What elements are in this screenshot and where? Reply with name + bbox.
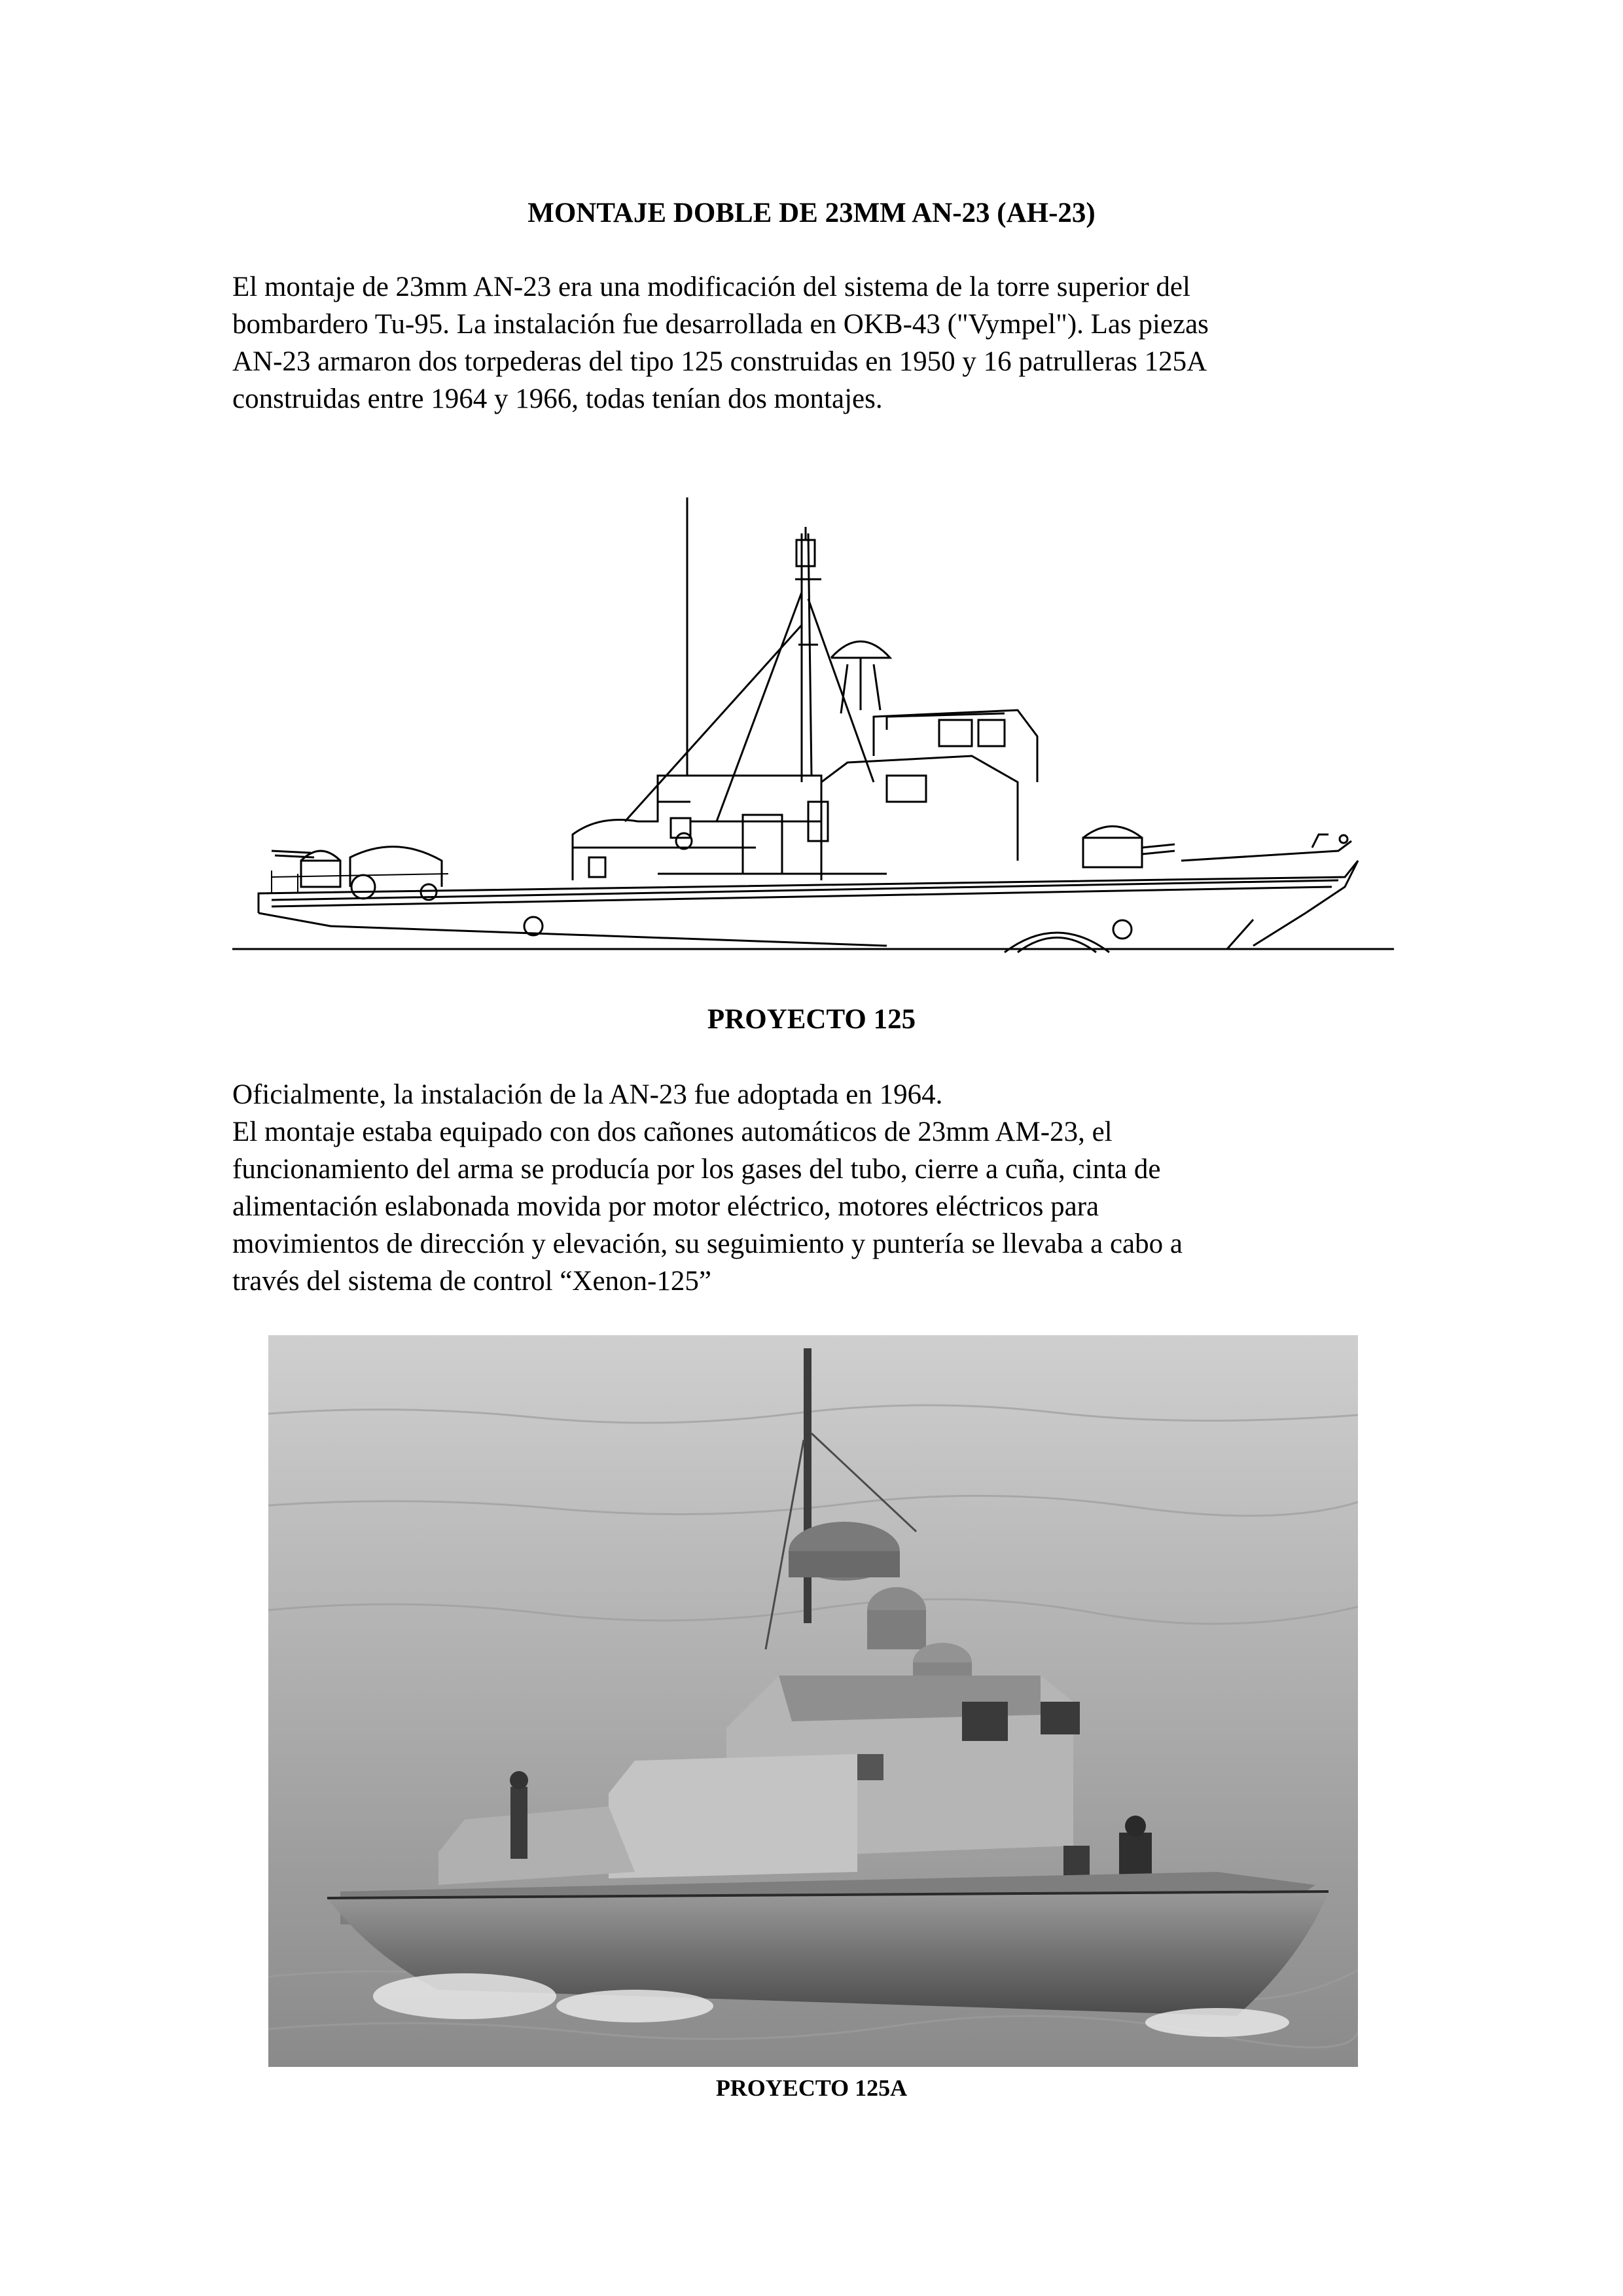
body-line: alimentación eslabonada movida por motor eléctrico, motores eléctricos para xyxy=(232,1191,1099,1222)
body-line: movimientos de dirección y elevación, su seguimiento y puntería se llevaba a cabo a xyxy=(232,1229,1183,1259)
ship-photograph xyxy=(268,1335,1358,2067)
intro-paragraph xyxy=(232,268,1397,418)
intro-line: bombardero Tu-95. La instalación fue desarrollada en OKB-43 ("Vympel"). Las piezas xyxy=(232,309,1209,340)
intro-line: El montaje de 23mm AN-23 era una modificación del sistema de la torre superior del xyxy=(232,272,1190,302)
intro-line: construidas entre 1964 y 1966, todas tenían dos montajes. xyxy=(232,384,883,414)
main-heading: MONTAJE DOBLE DE 23MM AN-23 (AH-23) xyxy=(527,198,1096,228)
body-line: Oficialmente, la instalación de la AN-23 fue adoptada en 1964. xyxy=(232,1079,943,1110)
project-125-heading: PROYECTO 125 xyxy=(707,1004,916,1035)
body-line: través del sistema de control “Xenon-125” xyxy=(232,1266,711,1297)
body-line: funcionamiento del arma se producía por los gases del tubo, cierre a cuña, cinta de xyxy=(232,1154,1161,1185)
intro-line: AN-23 armaron dos torpederas del tipo 125 construidas en 1950 y 16 patrulleras 125A xyxy=(232,346,1207,377)
body-paragraph xyxy=(232,1076,1397,1300)
body-line: El montaje estaba equipado con dos cañones automáticos de 23mm AM-23, el xyxy=(232,1117,1113,1147)
photo-caption: PROYECTO 125A xyxy=(715,2075,908,2101)
ship-line-drawing xyxy=(232,494,1397,959)
